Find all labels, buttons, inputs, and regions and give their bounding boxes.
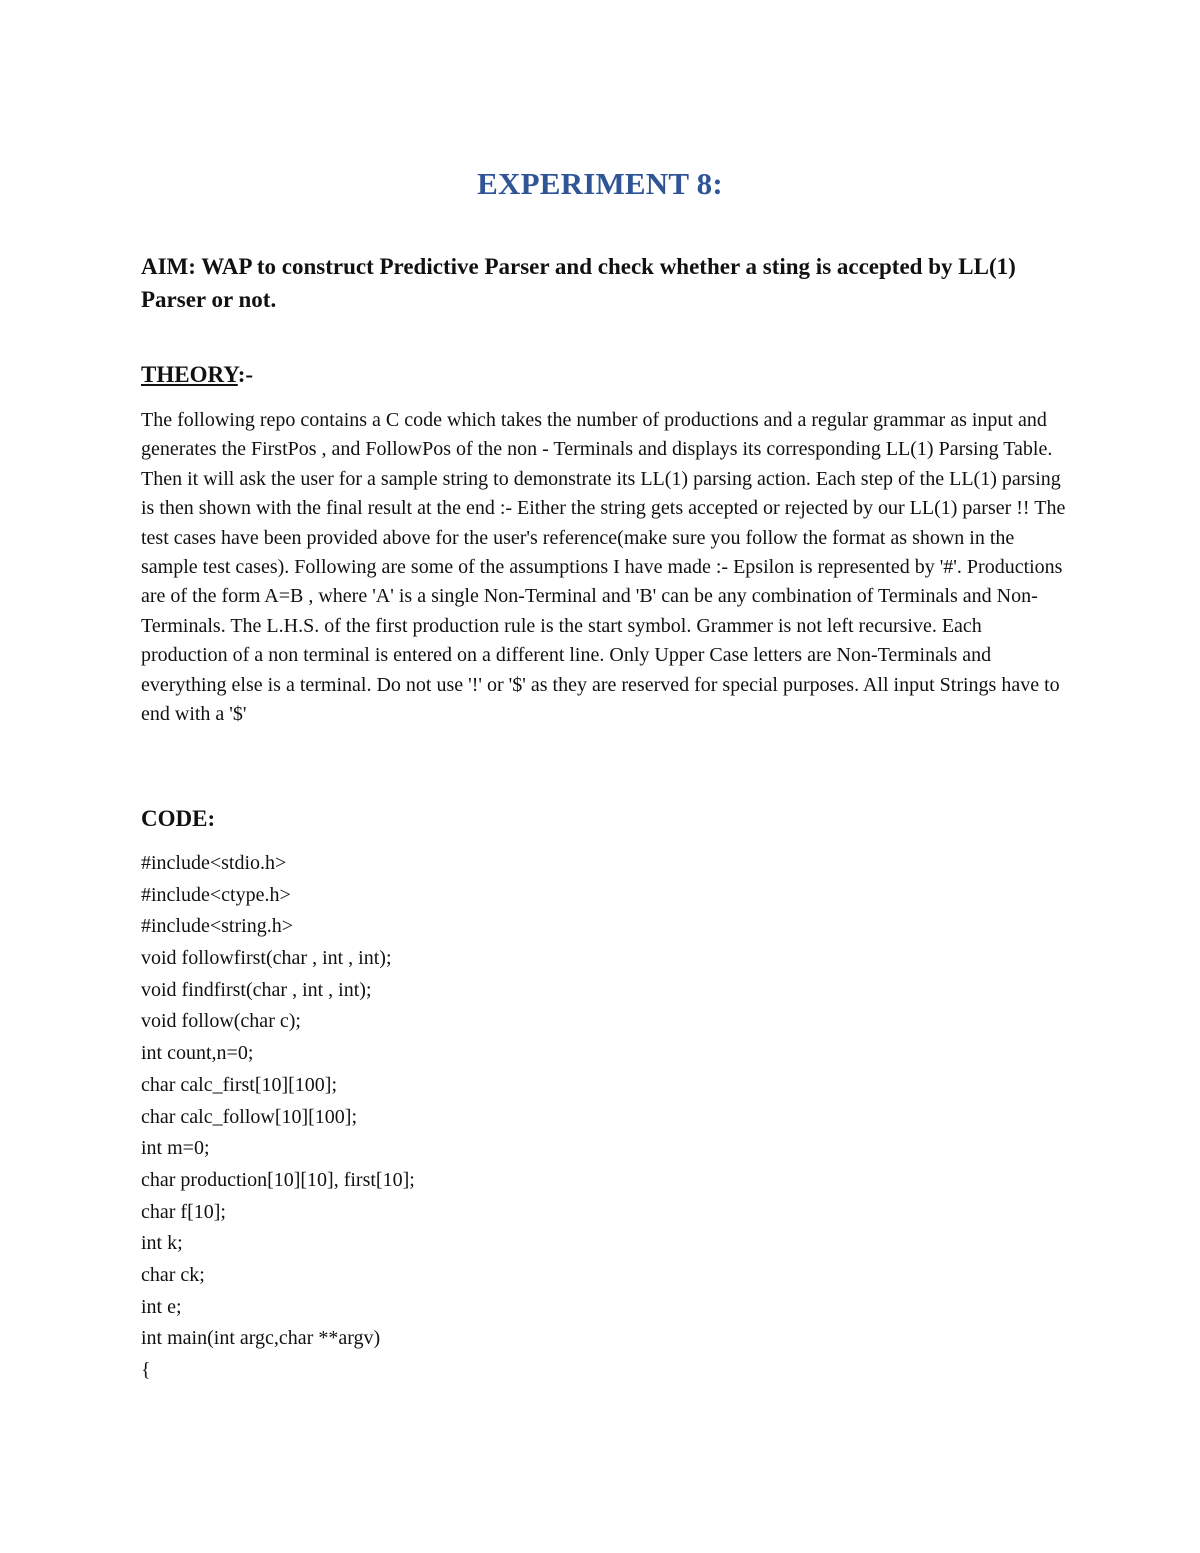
code-line: char ck;: [141, 1263, 205, 1286]
code-line: int count,n=0;: [141, 1042, 254, 1065]
code-line: void follow(char c);: [141, 1010, 301, 1033]
theory-heading-label: THEORY: [141, 362, 238, 387]
theory-heading: [141, 360, 253, 390]
code-line: int e;: [141, 1295, 182, 1318]
code-line: #include<stdio.h>: [141, 852, 287, 874]
code-line: char production[10][10], first[10];: [141, 1168, 415, 1191]
code-line: int m=0;: [141, 1137, 210, 1160]
code-line: char f[10];: [141, 1200, 226, 1223]
aim-paragraph: [141, 250, 1071, 316]
theory-heading-suffix: :-: [237, 362, 254, 387]
theory-paragraph: The following repo contains a C code which takes the number of productions and a regular grammar as input and generates the FirstPos , and FollowPos of the non - Terminals and displays its corresponding LL(1) Parsing Table. Then it will ask the user for a sample string to demonstrate its LL(1) parsing action. Each step of the LL(1) parsing is then shown with the final result at the end :- Either the string gets accepted or rejected by our LL(1) parser !! The test cases have been provided above for the user's reference(make sure you follow the format as shown in the sample test cases). Following are some of the assumptions I have made :- Epsilon is represented by '#'. Productions are of the form A=B , where 'A' is a single Non-Terminal and 'B' can be any combination of Terminals and Non- Terminals. The L.H.S. of the first production rule is the start symbol. Grammer is not left recursive. Each production of a non terminal is entered on a different line. Only Upper Case letters are Non-Terminals and everything else is a terminal. Do not use '!' or '$' as they are reserved for special purposes. All input Strings have to end with a '$': [141, 409, 1066, 726]
code-line: void findfirst(char , int , int);: [141, 978, 372, 1001]
page-title: EXPERIMENT 8:: [477, 166, 723, 201]
code-line: int k;: [141, 1232, 183, 1255]
code-line: void followfirst(char , int , int);: [141, 947, 392, 970]
aim-text: WAP to construct Predictive Parser and check whether a sting is accepted by LL(1) Parser or not.: [141, 254, 1016, 312]
aim-label: AIM:: [141, 254, 196, 279]
code-line: {: [141, 1359, 151, 1381]
code-line: char calc_first[10][100];: [141, 1073, 338, 1096]
code-listing: [141, 848, 1071, 1387]
code-line: char calc_follow[10][100];: [141, 1105, 358, 1128]
code-line: #include<string.h>: [141, 915, 293, 938]
code-line: #include<ctype.h>: [141, 883, 291, 906]
code-line: int main(int argc,char **argv): [141, 1327, 381, 1350]
code-heading: CODE:: [141, 806, 216, 831]
